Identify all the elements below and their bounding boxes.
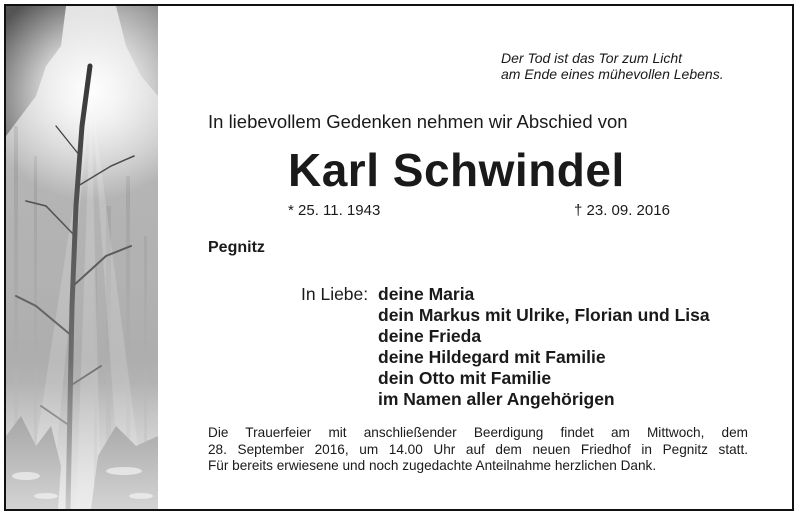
obituary-card <box>4 4 794 511</box>
mourner-entry: deine Maria <box>378 284 475 304</box>
notice-line: Für bereits erwiesene und noch zugedachte Anteilnahme herzlichen Dank. <box>208 458 657 473</box>
death-date: † 23. 09. 2016 <box>574 202 670 219</box>
epitaph-quote <box>501 50 761 82</box>
mourner-entry: im Namen aller Angehörigen <box>378 389 615 409</box>
mourner-entry: deine Frieda <box>378 326 482 346</box>
forest-sunlight-image <box>6 6 158 509</box>
quote-line: Der Tod ist das Tor zum Licht <box>501 50 683 66</box>
hometown: Pegnitz <box>208 239 265 256</box>
mourners-label: In Liebe: <box>301 284 369 304</box>
notice-line: Die Trauerfeier mit anschließender Beerdigung findet am Mittwoch, dem <box>208 425 748 440</box>
deceased-name: Karl Schwindel <box>288 144 625 196</box>
birth-date: * 25. 11. 1943 <box>288 202 381 219</box>
quote-line: am Ende eines mühevollen Lebens. <box>501 66 724 82</box>
mourner-entry: dein Markus mit Ulrike, Florian und Lisa <box>378 305 710 325</box>
mourner-entry: dein Otto mit Familie <box>378 368 552 388</box>
mourner-entry: deine Hildegard mit Familie <box>378 347 606 367</box>
notice-line: 28. September 2016, um 14.00 Uhr auf dem neuen Friedhof in Pegnitz statt. <box>208 441 748 457</box>
intro-text: In liebevollem Gedenken nehmen wir Abschied von <box>208 111 628 132</box>
mourners-list <box>378 284 710 410</box>
funeral-notice <box>208 425 748 475</box>
